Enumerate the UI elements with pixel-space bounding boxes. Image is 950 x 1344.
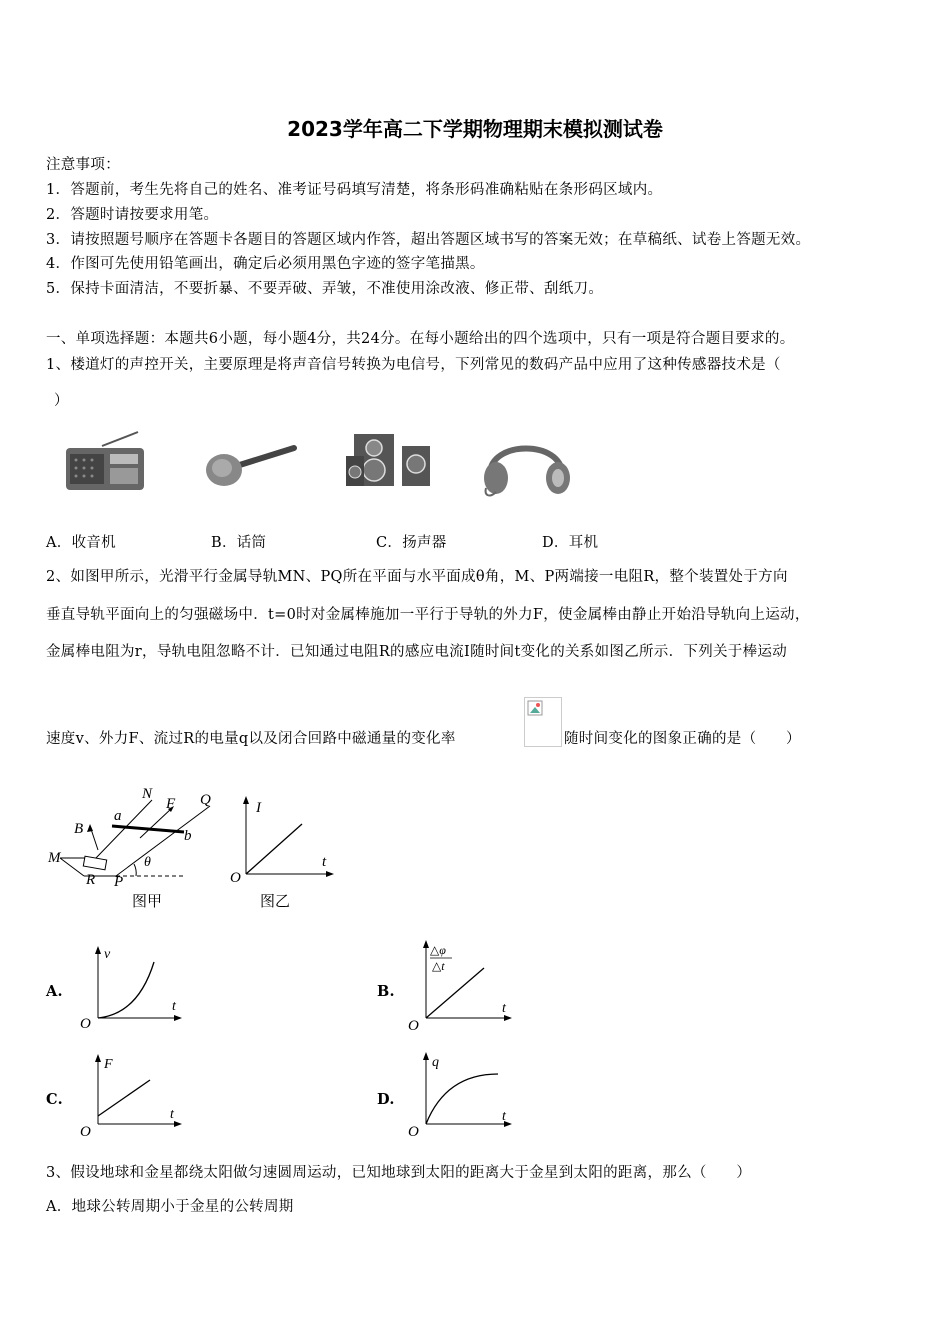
question-2-stem: 垂直导轨平面向上的匀强磁场中．t=0时对金属棒施加一平行于导轨的外力F，使金属棒由静止开始沿导轨向上运动，	[46, 607, 810, 623]
axis-origin: O	[80, 1016, 91, 1032]
axis-label-x: t	[322, 854, 327, 870]
notice-item: 2．答题时请按要求用笔。	[46, 207, 219, 223]
label-a: a	[114, 808, 122, 824]
page-title: 2023学年高二下学期物理期末模拟测试卷	[287, 117, 663, 141]
axis-label-x: t	[172, 999, 176, 1014]
figure-yi-graph	[224, 792, 338, 912]
question-1-stem: 1、楼道灯的声控开关，主要原理是将声音信号转换为电信号，下列常见的数码产品中应用了这种传感器技术是（	[46, 357, 781, 373]
option-b: B．话筒	[211, 535, 267, 551]
label-r: R	[86, 872, 96, 888]
axis-origin: O	[408, 1124, 419, 1140]
question-2-stem: 随时间变化的图象正确的是（ ）	[564, 731, 801, 747]
axis-label-x: t	[502, 1109, 506, 1124]
question-3-option-a: A．地球公转周期小于金星的公转周期	[46, 1199, 294, 1215]
axis-origin: O	[230, 870, 241, 886]
notice-heading: 注意事项：	[46, 157, 120, 173]
option-d-graph	[404, 1050, 518, 1142]
label-b: b	[184, 828, 192, 844]
option-d: D．耳机	[542, 535, 599, 551]
broken-image-icon	[524, 697, 562, 747]
question-2-stem: 2、如图甲所示，光滑平行金属导轨MN、PQ所在平面与水平面成θ角，M、P两端接一电阻R，整个装置处于方向	[46, 569, 788, 585]
option-a-letter: A.	[46, 983, 63, 1000]
figure-yi-caption: 图乙	[260, 894, 291, 910]
headphones-image	[476, 428, 576, 500]
option-b-letter: B.	[377, 983, 395, 1000]
axis-label-y: q	[432, 1055, 439, 1070]
option-b-graph	[404, 938, 518, 1036]
notice-item: 3．请按照题号顺序在答题卡各题目的答题区域内作答，超出答题区域书写的答案无效；在草稿纸、试卷上答题无效。	[46, 232, 811, 248]
question-1-stem-end: ）	[54, 393, 69, 409]
option-d-letter: D.	[377, 1091, 395, 1108]
axis-origin: O	[80, 1124, 91, 1140]
radio-image	[62, 428, 152, 496]
notice-item: 1．答题前，考生先将自己的姓名、准考证号码填写清楚，将条形码准确粘贴在条形码区域内。	[46, 182, 663, 198]
axis-label-x: t	[170, 1107, 174, 1122]
label-q: Q	[200, 792, 211, 808]
figure-jia-diagram	[44, 780, 234, 912]
axis-label-y: v	[104, 947, 111, 962]
label-theta: θ	[144, 855, 151, 870]
figure-jia-caption: 图甲	[132, 894, 163, 910]
label-m: M	[48, 850, 61, 866]
axis-label-y-denominator: △t	[432, 959, 445, 973]
question-2-stem: 速度v、外力F、流过R的电量q以及闭合回路中磁通量的变化率	[46, 731, 456, 747]
notice-item: 4．作图可先使用铅笔画出，确定后必须用黑色字迹的签字笔描黑。	[46, 256, 485, 272]
option-c-graph	[76, 1052, 186, 1142]
option-c: C．扬声器	[376, 535, 447, 551]
option-a-graph	[76, 944, 186, 1036]
question-2-stem: 金属棒电阻为r，导轨电阻忽略不计．已知通过电阻R的感应电流I随时间t变化的关系如图乙所示．下列关于棒运动	[46, 644, 787, 660]
axis-label-y-numerator: △φ	[430, 943, 446, 957]
axis-label-y: F	[104, 1057, 113, 1072]
notice-item: 5．保持卡面清洁，不要折暴、不要弄破、弄皱，不准使用涂改液、修正带、刮纸刀。	[46, 281, 604, 297]
speaker-image	[344, 430, 436, 492]
option-c-letter: C.	[46, 1091, 63, 1108]
axis-label-y: I	[256, 800, 261, 816]
option-a: A．收音机	[46, 535, 116, 551]
label-b-field: B	[74, 821, 84, 837]
microphone-image	[200, 440, 300, 490]
label-n: N	[142, 786, 153, 802]
section-heading: 一、单项选择题：本题共6小题，每小题4分，共24分。在每小题给出的四个选项中，只有一项是符合题目要求的。	[46, 331, 795, 347]
axis-origin: O	[408, 1018, 419, 1034]
label-p: P	[114, 874, 124, 890]
label-f: F	[166, 796, 176, 812]
axis-label-x: t	[502, 1001, 506, 1016]
question-3-stem: 3、假设地球和金星都绕太阳做匀速圆周运动，已知地球到太阳的距离大于金星到太阳的距离，那么（ ）	[46, 1165, 752, 1181]
